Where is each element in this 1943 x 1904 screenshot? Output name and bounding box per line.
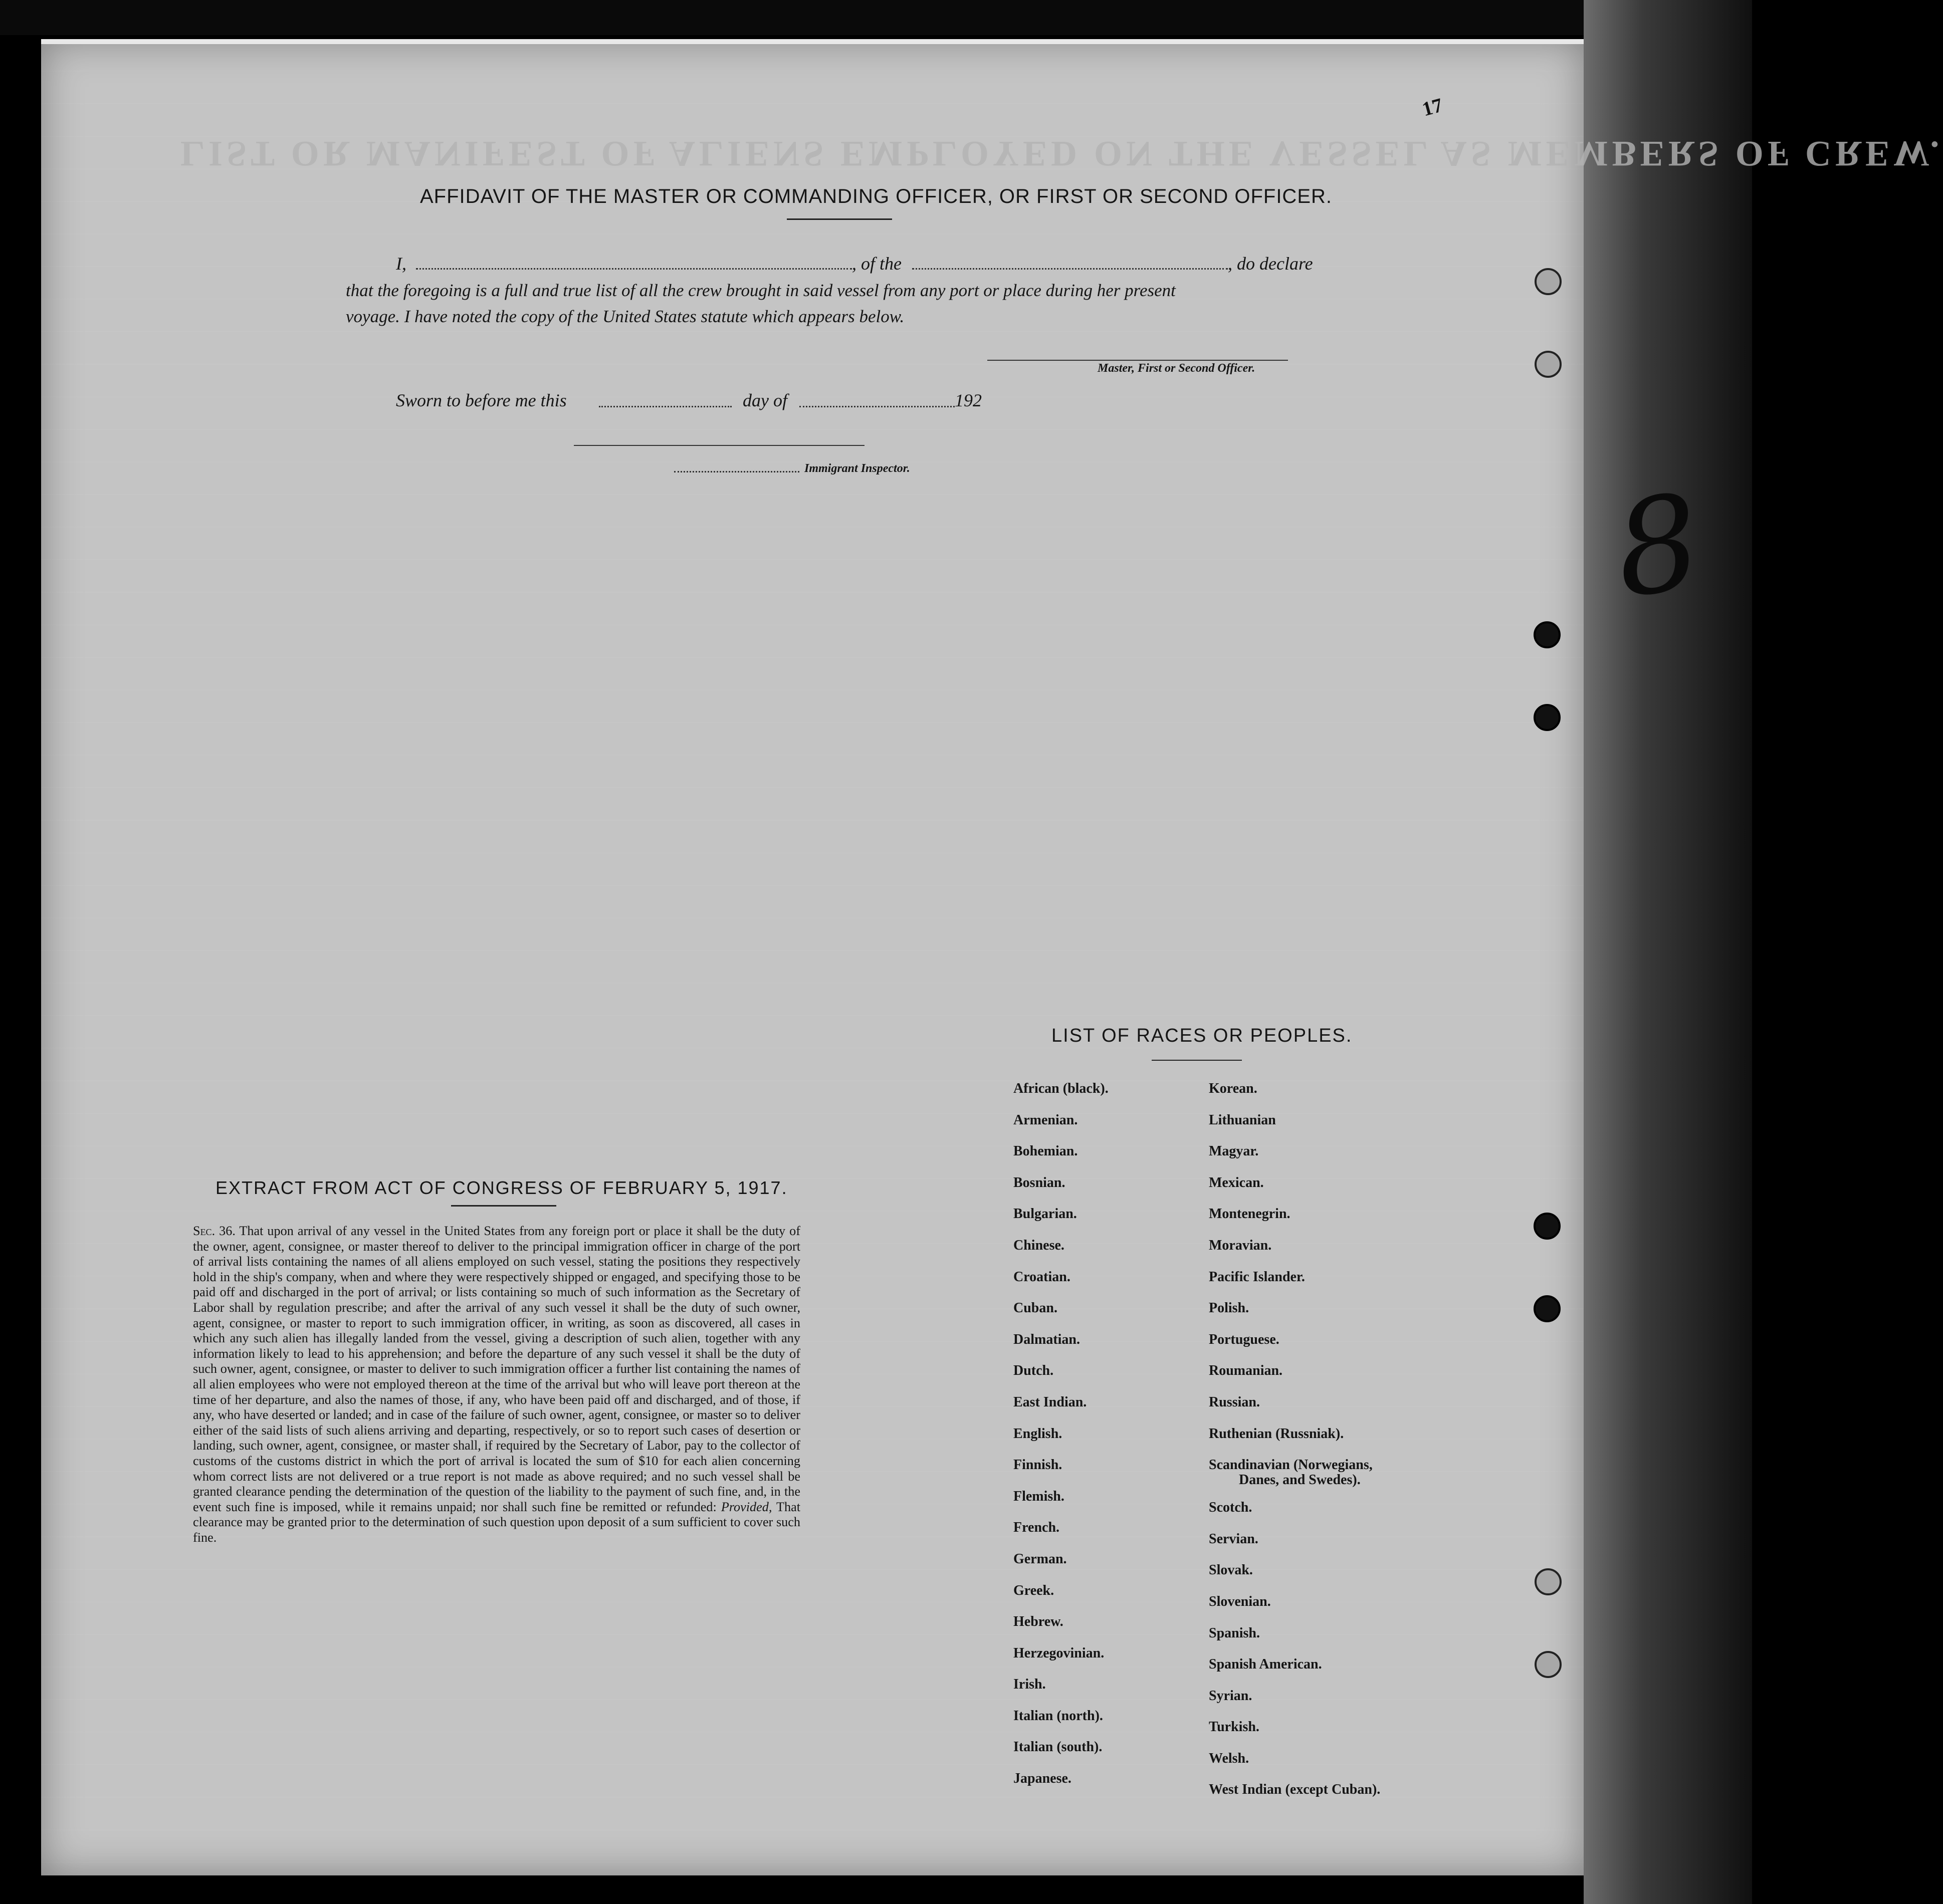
race-item: Moravian. <box>1209 1237 1272 1253</box>
signature-line[interactable] <box>987 360 1288 361</box>
race-item: Syrian. <box>1209 1688 1252 1704</box>
race-item: East Indian. <box>1013 1394 1087 1410</box>
race-item: Slovak. <box>1209 1562 1253 1578</box>
race-item: Servian. <box>1209 1531 1258 1547</box>
inspector-stamp-line <box>574 445 865 446</box>
extract-title-rule <box>451 1205 556 1207</box>
page-top-edge <box>41 39 1584 44</box>
race-item: Hebrew. <box>1013 1614 1063 1630</box>
punch-hole <box>1534 1213 1561 1240</box>
race-item: Scotch. <box>1209 1500 1252 1516</box>
handwritten-page-number: 8 <box>1606 465 1709 628</box>
race-item-line: Scandinavian (Norwegians, <box>1209 1457 1373 1473</box>
race-item: Montenegrin. <box>1209 1206 1290 1222</box>
affidavit-line3: voyage. I have noted the copy of the United States statute which appears below. <box>346 307 905 326</box>
race-item: Magyar. <box>1209 1143 1259 1159</box>
affidavit-title-rule <box>787 218 892 220</box>
race-item: Herzegovinian. <box>1013 1645 1105 1661</box>
race-item: English. <box>1013 1425 1062 1442</box>
race-item: Chinese. <box>1013 1237 1064 1253</box>
race-item: Japanese. <box>1013 1771 1071 1787</box>
race-item: Greek. <box>1013 1582 1054 1598</box>
scan-border-top <box>0 0 1752 35</box>
sworn-prefix: Sworn to before me this <box>396 390 567 410</box>
race-item: Korean. <box>1209 1081 1257 1096</box>
extract-title: EXTRACT FROM ACT OF CONGRESS OF FEBRUARY 5, 1917. <box>215 1177 788 1198</box>
inspector-label: Immigrant Inspector. <box>804 462 910 475</box>
race-item: French. <box>1013 1520 1060 1536</box>
inspector-signature-line[interactable] <box>674 471 799 472</box>
sworn-month-field[interactable] <box>799 406 955 407</box>
signer-label: Master, First or Second Officer. <box>1098 362 1255 375</box>
race-item: Spanish. <box>1209 1625 1260 1641</box>
extract-text-part2: That clearance may be granted prior to the determination of such question upon deposit of a sum sufficient to cover such fine. <box>193 1499 801 1545</box>
sworn-year: 192 <box>955 390 982 410</box>
race-item: Finnish. <box>1013 1457 1062 1473</box>
race-item: Armenian. <box>1013 1112 1078 1128</box>
extract-text-part1: That upon arrival of any vessel in the United States from any foreign port or place it shall be the duty of the owner, agent, consignee, or master thereof to deliver to the principal immigration officer in charge of the port of arrival lists containing the names of all aliens employed on such vessel, stating the positions they respectively hold in the ship's company, when and where they were respectively shipped or engaged, and specifying those to be paid off and discharged in the port of arrival; or lists containing so much of such information as the Secretary of Labor shall by regulation prescribe; and after the arrival of any such vessel it shall be the duty of such owner, agent, consignee, or master to report to such immigration officer, in writing, as soon as discovered, all cases in which any such alien has illegally landed from the vessel, giving a description of such alien, together with any information likely to lead to his apprehension; and before the departure of any such vessel it shall be the duty of such owner, agent, consignee, or master to deliver to such immigration officer a further list containing the names of all alien employees who were not employed thereon at the time of the arrival but who will leave port thereon at the time of her departure, and also the names of those, if any, who have been paid off and discharged, and of those, if any, who have deserted or landed; and in case of the failure of such owner, agent, consignee, or master so to deliver either of the said lists of such aliens arriving and departing, respectively, or so to report such cases of desertion or landing, such owner, agent, consignee, or master shall, if required by the Secretary of Labor, pay to the collector of customs of the customs district in which the port of arrival is located the sum of $10 for each alien concerning whom correct lists are not delivered or a true report is not made as above required; and no such vessel shall be granted clearance pending the determination of the question of the liability to the payment of such fine, and, in the event such fine is imposed, while it remains unpaid; nor shall such fine be remitted or refunded: <box>193 1224 800 1514</box>
races-left-column <box>1013 1081 1109 1803</box>
affidavit-line2: that the foregoing is a full and true list of all the crew brought in said vessel from any port or place during her present <box>346 281 1176 300</box>
race-item: African (black). <box>1013 1081 1109 1096</box>
race-item: Ruthenian (Russniak). <box>1209 1425 1344 1442</box>
race-item: Bosnian. <box>1013 1174 1065 1191</box>
race-item: Spanish American. <box>1209 1656 1322 1673</box>
races-title-rule <box>1152 1060 1242 1061</box>
race-item: Mexican. <box>1209 1174 1264 1191</box>
affidavit-title: AFFIDAVIT OF THE MASTER OR COMMANDING OFFICER, OR FIRST OR SECOND OFFICER. <box>420 185 1332 207</box>
race-item: Cuban. <box>1013 1300 1057 1316</box>
race-item: Welsh. <box>1209 1750 1249 1766</box>
punch-hole <box>1534 1295 1561 1322</box>
race-item: Lithuanian <box>1209 1112 1276 1128</box>
race-item: Roumanian. <box>1209 1363 1283 1379</box>
affidavit-line1-start: I, <box>396 254 406 274</box>
provided-word: Provided, <box>721 1499 772 1514</box>
race-item: Dalmatian. <box>1013 1331 1080 1347</box>
punch-hole <box>1535 1568 1562 1595</box>
section-label: Sec. 36. <box>193 1224 236 1238</box>
race-item: Italian (south). <box>1013 1739 1103 1755</box>
race-item-line: Danes, and Swedes). <box>1239 1472 1361 1488</box>
race-item: Polish. <box>1209 1300 1249 1316</box>
race-item: Italian (north). <box>1013 1708 1103 1724</box>
race-item: Slovenian. <box>1209 1593 1271 1609</box>
race-item: Bulgarian. <box>1013 1206 1077 1222</box>
affidavit-line1-end: , do declare <box>1228 254 1313 274</box>
race-item: Irish. <box>1013 1677 1046 1693</box>
punch-hole <box>1535 1651 1562 1678</box>
race-item: German. <box>1013 1551 1067 1567</box>
race-item: Bohemian. <box>1013 1143 1078 1159</box>
race-item: Turkish. <box>1209 1719 1259 1735</box>
sworn-day-field[interactable] <box>599 406 732 407</box>
punch-hole <box>1535 351 1562 378</box>
race-item: West Indian (except Cuban). <box>1209 1782 1381 1798</box>
affidavit-line1-mid: , of the <box>852 254 902 274</box>
races-title: LIST OF RACES OR PEOPLES. <box>1051 1025 1353 1046</box>
race-item: Portuguese. <box>1209 1331 1279 1347</box>
races-right-column <box>1209 1081 1380 1814</box>
sworn-day-label: day of <box>743 390 787 410</box>
race-item: Croatian. <box>1013 1269 1070 1285</box>
vessel-field-line[interactable] <box>912 268 1228 270</box>
scan-border-right <box>1584 0 1752 1904</box>
punch-hole <box>1534 621 1561 648</box>
name-field-line[interactable] <box>416 268 852 270</box>
race-item: Pacific Islander. <box>1209 1269 1305 1285</box>
extract-body <box>193 1224 800 1545</box>
race-item: Russian. <box>1209 1394 1260 1410</box>
race-item <box>1209 1458 1380 1500</box>
race-item: Dutch. <box>1013 1363 1054 1379</box>
punch-hole <box>1535 268 1562 295</box>
bleed-through-heading: LIST OR MANIFEST OF ALIENS EMPLOYED ON THE VESSEL AS MEMBERS OF CREW. <box>180 134 1943 174</box>
corner-mark: 17 <box>1419 93 1445 121</box>
punch-hole <box>1534 704 1561 731</box>
race-item: Flemish. <box>1013 1488 1064 1504</box>
